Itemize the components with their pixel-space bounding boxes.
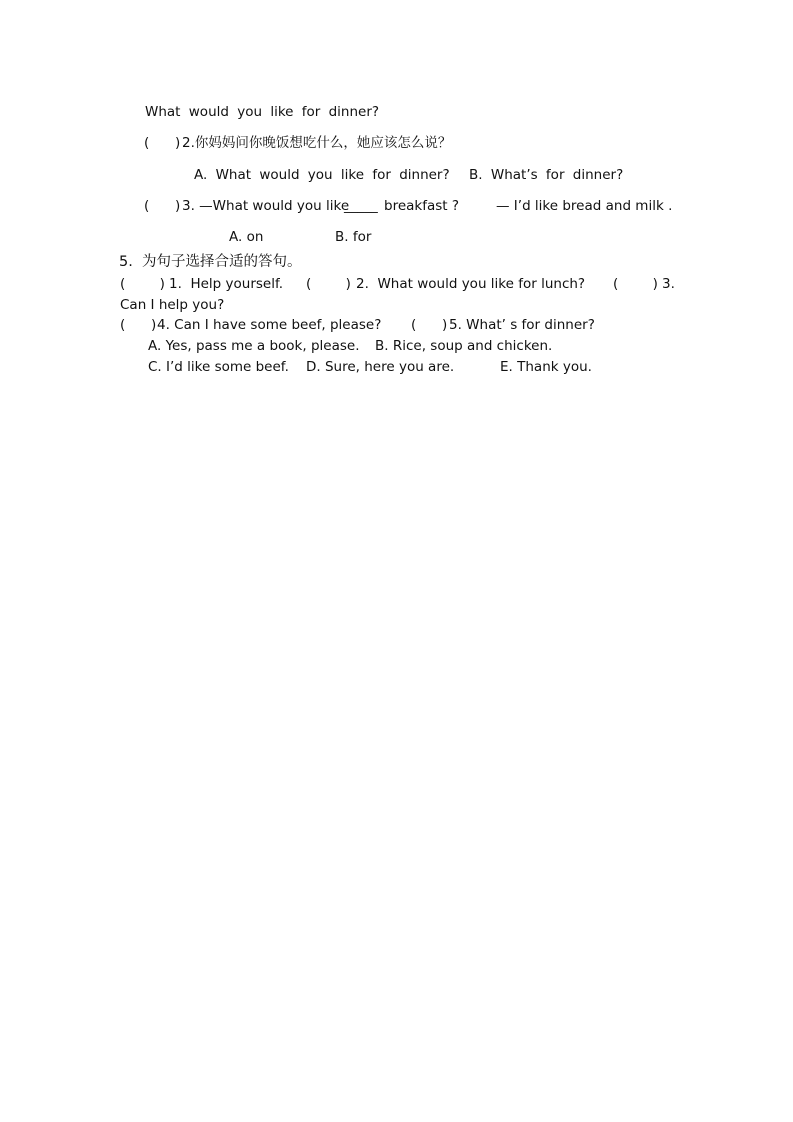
q3-text-before: 3. —What would you like <box>182 198 350 214</box>
s5-q3-text: Can I help you? <box>120 297 225 313</box>
s5-q4-text: 4. Can I have some beef, please? <box>157 317 382 333</box>
s5-q2-text: 2. What would you like for lunch? <box>356 276 586 292</box>
s5-q1-paren: ( ) <box>120 276 165 292</box>
q3-answer-paren: ( ) <box>144 198 181 214</box>
q2-text: 2.你妈妈问你晚饭想吃什么，她应该怎么说？ <box>182 135 452 151</box>
s5-q5-text: 5. What’ s for dinner? <box>449 317 595 333</box>
s5-answer-b: B. Rice, soup and chicken. <box>375 338 553 354</box>
q2-option-b: B. What’s for dinner? <box>469 167 624 183</box>
s5-q4-paren: ( ) <box>120 317 157 333</box>
s5-answer-a: A. Yes, pass me a book, please. <box>148 338 360 354</box>
s5-q1-text: 1. Help yourself. <box>169 276 284 292</box>
s5-answer-c: C. I’d like some beef. <box>148 359 289 375</box>
question-continuation: What would you like for dinner? <box>145 104 380 120</box>
q2-option-a: A. What would you like for dinner? <box>194 167 450 183</box>
s5-q3-number: 3. <box>662 276 675 292</box>
q3-answer: — I’d like bread and milk . <box>496 198 673 214</box>
s5-q3-paren: ( ) <box>613 276 658 292</box>
q2-answer-paren: ( ) <box>144 135 181 151</box>
q3-blank: _____ <box>344 198 378 214</box>
section-5-heading: 5. 为句子选择合适的答句。 <box>119 254 302 270</box>
q3-text-after: breakfast ? <box>384 198 460 214</box>
s5-q2-paren: ( ) <box>306 276 351 292</box>
s5-q5-paren: ( ) <box>411 317 448 333</box>
s5-answer-d: D. Sure, here you are. <box>306 359 455 375</box>
q3-option-a: A. on <box>229 229 264 245</box>
s5-answer-e: E. Thank you. <box>500 359 592 375</box>
q3-option-b: B. for <box>335 229 372 245</box>
